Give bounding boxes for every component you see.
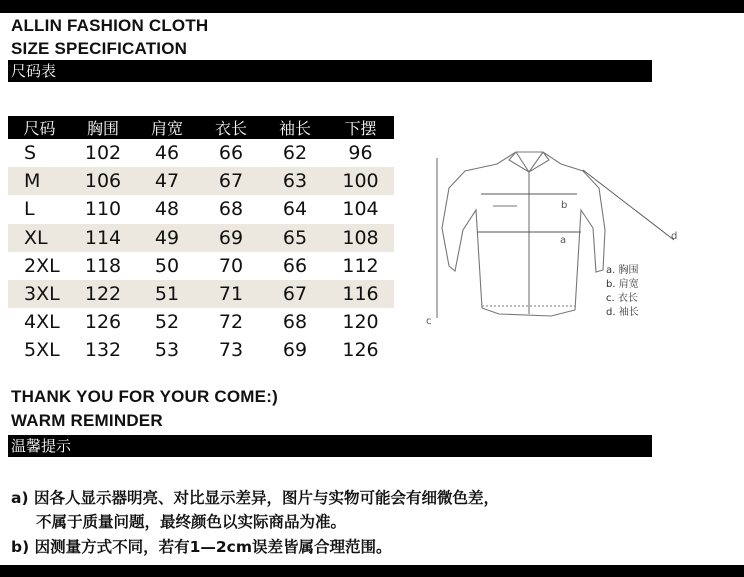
- shoulder-cell: 46: [154, 142, 180, 165]
- length-cell: 70: [218, 254, 244, 277]
- brand-title: ALLIN FASHION CLOTH: [11, 16, 209, 35]
- hem-cell: 96: [348, 142, 373, 165]
- chest-cell: 118: [84, 254, 122, 277]
- size-cell: L: [24, 198, 35, 221]
- chest-cell: 122: [71, 280, 135, 308]
- length-cell: 67: [199, 167, 263, 195]
- hem-cell: 126: [342, 339, 379, 362]
- diagram-legend: [606, 264, 639, 320]
- table-row: [8, 224, 394, 252]
- shirt-measurement-diagram: [415, 138, 685, 338]
- column-header: 胸围: [71, 116, 135, 139]
- warm-reminder-title: WARM REMINDER: [11, 411, 163, 430]
- size-cell: M: [8, 167, 71, 195]
- size-cell: 4XL: [24, 311, 60, 334]
- table-row: [8, 139, 394, 167]
- sleeve-cell: 69: [282, 339, 308, 362]
- column-header: 衣长: [199, 116, 263, 139]
- hem-cell: 100: [327, 167, 394, 195]
- size-sheet: [0, 13, 744, 565]
- marker-a: a: [560, 235, 567, 246]
- legend-item-a: a. 胸围: [606, 265, 639, 276]
- shirt-collar: [509, 152, 549, 172]
- chest-cell: 114: [71, 224, 135, 252]
- legend-item-d: d. 袖长: [606, 307, 639, 318]
- column-header: 下摆: [327, 116, 394, 139]
- thank-you-text: THANK YOU FOR YOUR COME:): [11, 387, 278, 406]
- length-cell: 72: [218, 311, 244, 334]
- table-row: [8, 252, 394, 280]
- size-cell: XL: [8, 224, 71, 252]
- shoulder-cell: 50: [154, 254, 180, 277]
- hem-cell: 120: [342, 311, 379, 334]
- column-header: 肩宽: [135, 116, 199, 139]
- size-cell: 2XL: [24, 254, 60, 277]
- hem-cell: 116: [327, 280, 394, 308]
- measure-d-line: [583, 170, 674, 240]
- length-cell: 69: [199, 224, 263, 252]
- note-a-line2: 不属于质量问题，最终颜色以实际商品为准。: [36, 513, 347, 531]
- length-cell: 71: [199, 280, 263, 308]
- column-header: 尺码: [8, 116, 71, 139]
- length-cell: 68: [218, 198, 244, 221]
- size-cell: 5XL: [24, 339, 60, 362]
- sleeve-cell: 64: [282, 198, 308, 221]
- spec-subtitle: SIZE SPECIFICATION: [11, 39, 188, 58]
- hem-cell: 104: [342, 198, 379, 221]
- legend-item-c: c. 衣长: [606, 293, 638, 304]
- length-cell: 73: [218, 339, 244, 362]
- chest-cell: 126: [84, 311, 122, 334]
- sleeve-cell: 67: [263, 280, 327, 308]
- shoulder-cell: 49: [135, 224, 199, 252]
- hem-cell: 112: [342, 254, 379, 277]
- size-table: [8, 116, 394, 365]
- chest-cell: 132: [84, 339, 122, 362]
- table-header-row: [8, 116, 394, 139]
- shoulder-cell: 53: [154, 339, 180, 362]
- sleeve-cell: 62: [282, 142, 308, 165]
- shoulder-cell: 52: [154, 311, 180, 334]
- sleeve-cell: 63: [263, 167, 327, 195]
- hem-cell: 108: [327, 224, 394, 252]
- marker-c: c: [426, 316, 432, 327]
- length-cell: 66: [218, 142, 244, 165]
- sleeve-cell: 65: [263, 224, 327, 252]
- chest-cell: 102: [84, 142, 122, 165]
- shirt-outline: [442, 152, 605, 316]
- size-chart-bar: 尺码表: [8, 60, 652, 82]
- table-row: [8, 167, 394, 195]
- sleeve-cell: 66: [282, 254, 308, 277]
- column-header: 袖长: [263, 116, 327, 139]
- sleeve-cell: 68: [282, 311, 308, 334]
- legend-item-b: b. 肩宽: [606, 279, 639, 290]
- size-cell: S: [24, 142, 37, 165]
- shoulder-cell: 48: [154, 198, 180, 221]
- chest-cell: 106: [71, 167, 135, 195]
- size-cell: 3XL: [8, 280, 71, 308]
- note-a-line1: a) 因各人显示器明亮、对比显示差异，图片与实物可能会有细微色差，: [11, 489, 499, 507]
- chest-cell: 110: [84, 198, 122, 221]
- table-row: [8, 308, 394, 336]
- marker-b: b: [561, 200, 568, 211]
- reminder-bar: 温馨提示: [8, 435, 652, 457]
- table-row: [8, 195, 394, 223]
- table-row: [8, 280, 394, 308]
- shoulder-cell: 51: [135, 280, 199, 308]
- shoulder-cell: 47: [135, 167, 199, 195]
- table-row: [8, 336, 394, 364]
- marker-d: d: [671, 231, 678, 242]
- note-b: b) 因测量方式不同，若有1—2cm误差皆属合理范围。: [11, 538, 392, 556]
